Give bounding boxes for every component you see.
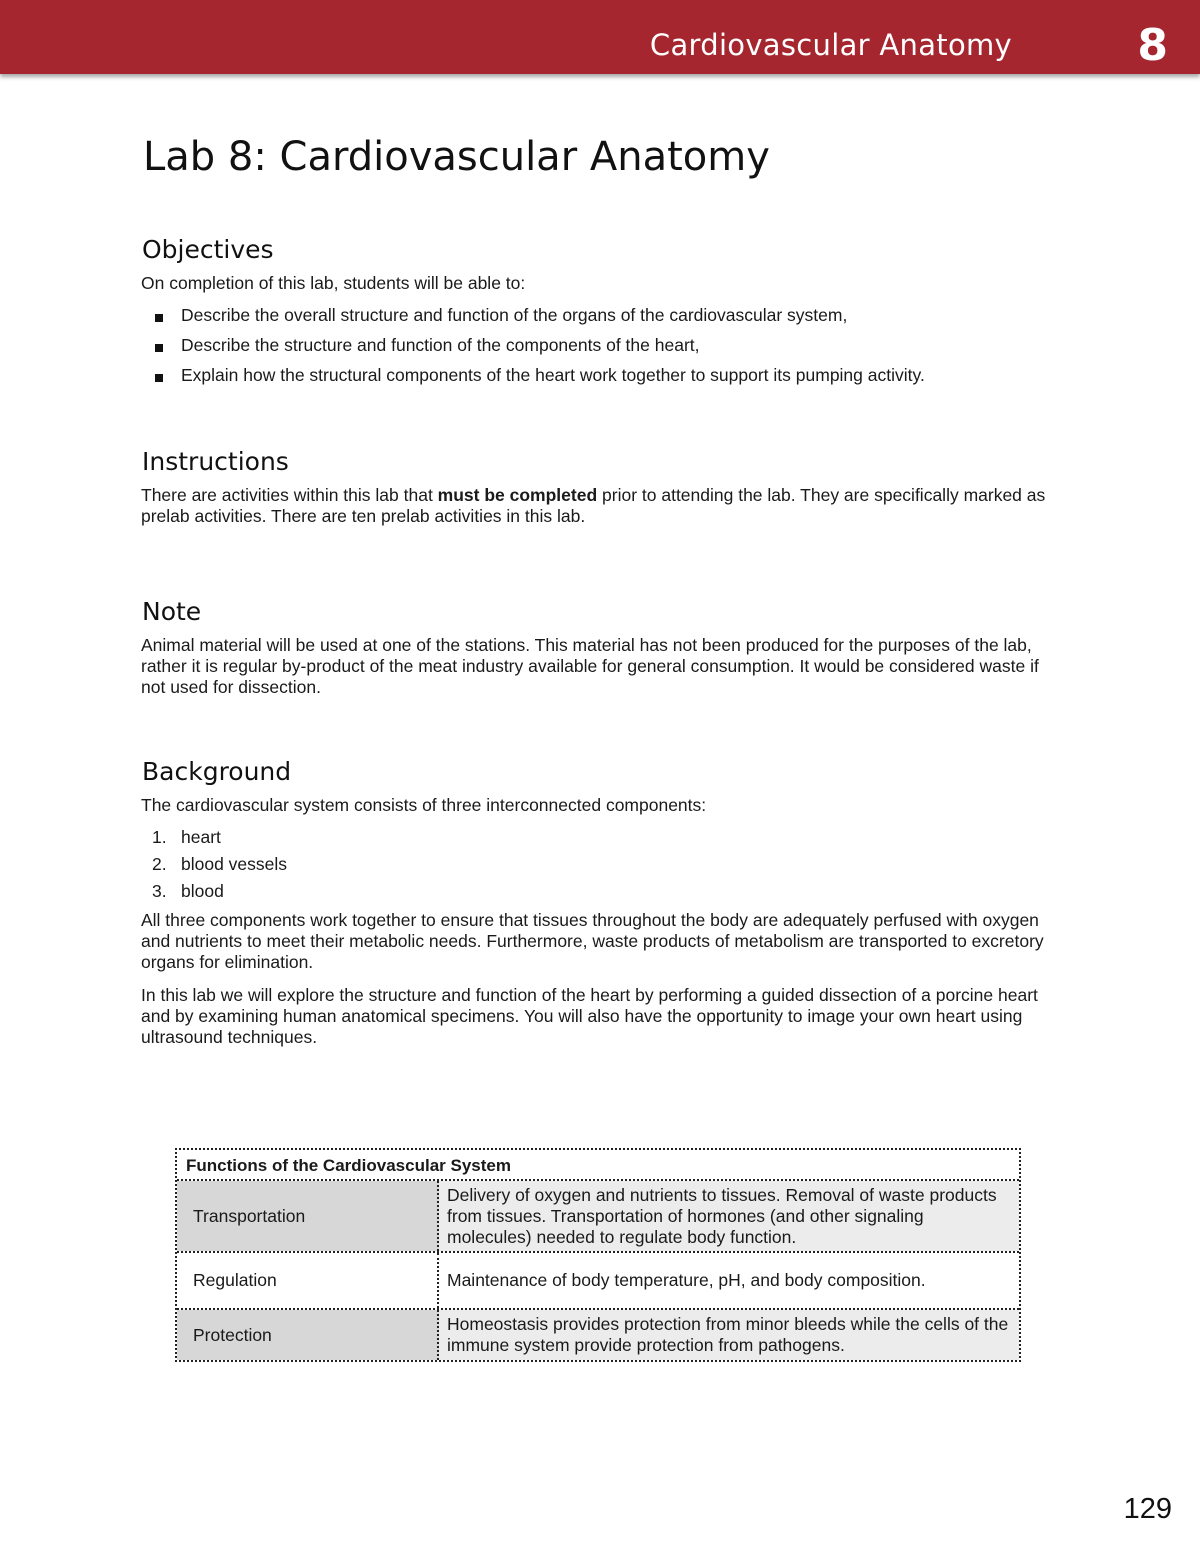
- component-label: blood vessels: [181, 854, 288, 874]
- background-heading: Background: [142, 757, 292, 786]
- bullet-icon: [155, 344, 163, 352]
- list-item: [141, 365, 925, 395]
- list-item: [141, 881, 287, 908]
- objectives-heading: Objectives: [142, 235, 274, 264]
- objective-text: Describe the structure and function of the components of the heart,: [181, 335, 700, 355]
- list-item: [141, 335, 925, 365]
- table-caption: Functions of the Cardiovascular System: [177, 1150, 1019, 1181]
- objective-text: Describe the overall structure and function of the organs of the cardiovascular system,: [181, 305, 848, 325]
- component-label: blood: [181, 881, 224, 901]
- objectives-intro: On completion of this lab, students will be able to:: [141, 273, 526, 293]
- objectives-list: [141, 305, 925, 395]
- table-row: [177, 1181, 1019, 1253]
- function-name-cell: Regulation: [177, 1253, 439, 1308]
- bullet-icon: [155, 374, 163, 382]
- header-title: Cardiovascular Anatomy: [649, 28, 1012, 62]
- background-paragraph-1: All three components work together to ensure that tissues throughout the body are adequately perfused with oxygen and nutrients to meet their metabolic needs. Furthermore, waste products of metabolism are transported to excretory organs for elimination.: [141, 910, 1044, 972]
- instructions-text-after: prior to attending the lab. They are specifically marked as prelab activities. There are ten prelab activities in this lab.: [141, 485, 1046, 526]
- function-name-cell: Protection: [177, 1310, 439, 1360]
- component-label: heart: [181, 827, 221, 847]
- function-description-cell: Homeostasis provides protection from minor bleeds while the cells of the immune system provide protection from pathogens.: [439, 1310, 1019, 1360]
- function-description-cell: Delivery of oxygen and nutrients to tissues. Removal of waste products from tissues. Transportation of hormones (and other signaling molecules) needed to regulate body function.: [439, 1181, 1019, 1251]
- background-intro: The cardiovascular system consists of three interconnected components:: [141, 795, 707, 815]
- note-text: Animal material will be used at one of the stations. This material has not been produced for the purposes of the lab, rather it is regular by-product of the meat industry available for general consumption. It would be considered waste if not used for dissection.: [141, 635, 1039, 697]
- note-heading: Note: [142, 597, 202, 626]
- instructions-text: [141, 485, 1061, 527]
- bullet-icon: [155, 314, 163, 322]
- instructions-text-before: There are activities within this lab that: [141, 485, 438, 505]
- list-number: 1.: [152, 827, 167, 847]
- components-list: [141, 827, 287, 908]
- background-paragraph-2: In this lab we will explore the structure and function of the heart by performing a guided dissection of a porcine heart and by examining human anatomical specimens. You will also have the opportunity to image your own heart using ultrasound techniques.: [141, 985, 1038, 1047]
- list-item: [141, 305, 925, 335]
- table-row: [177, 1310, 1019, 1360]
- objective-text: Explain how the structural components of the heart work together to support its pumping activity.: [181, 365, 925, 385]
- page-title: Lab 8: Cardiovascular Anatomy: [143, 134, 770, 180]
- list-item: [141, 854, 287, 881]
- header-bar: [0, 0, 1200, 74]
- functions-table: [175, 1148, 1021, 1362]
- instructions-text-bold: must be completed: [437, 485, 598, 505]
- table-row: [177, 1253, 1019, 1310]
- page-number: 129: [1123, 1493, 1172, 1525]
- instructions-heading: Instructions: [142, 447, 289, 476]
- function-name-cell: Transportation: [177, 1181, 439, 1251]
- list-number: 2.: [152, 854, 167, 874]
- list-number: 3.: [152, 881, 167, 901]
- list-item: [141, 827, 287, 854]
- function-description-cell: Maintenance of body temperature, pH, and body composition.: [447, 1270, 926, 1290]
- chapter-number: 8: [1137, 20, 1168, 71]
